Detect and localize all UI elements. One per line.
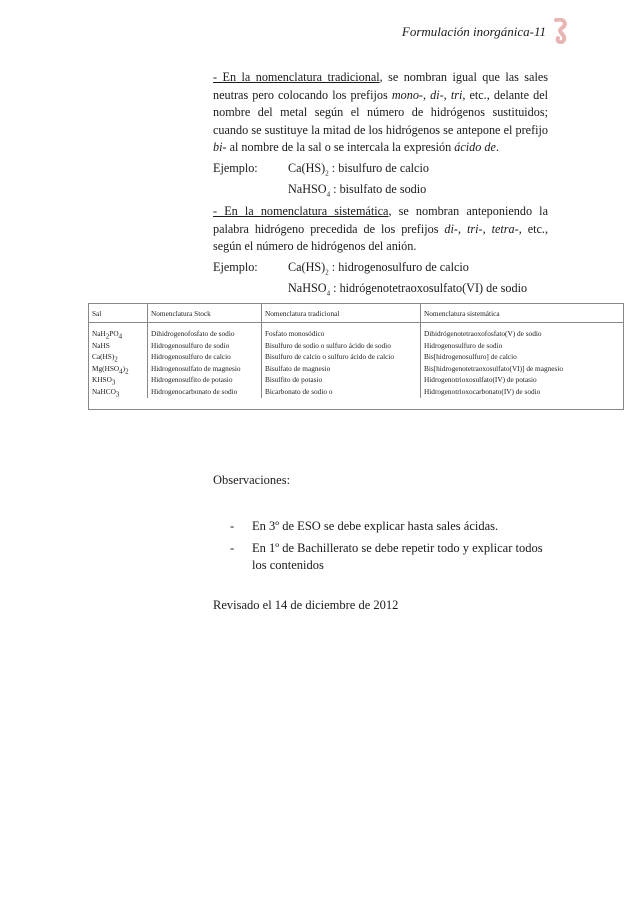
cell-sistematica: Bis[hidrogenotetraoxosulfato(VI)] de magnesio <box>424 363 564 373</box>
list-bullet: - <box>230 519 235 533</box>
cell-sal: NaHCO$_3$ <box>89 387 148 399</box>
example-formula: $Ca(HS)_2$ : bisulfuro de calcio <box>288 160 429 178</box>
traditional-heading: - En la nomenclatura tradicional <box>213 70 380 84</box>
example-formula: NaHSO$_4$ : hidrógenotetraoxosulfato(VI) de sodio <box>288 280 528 298</box>
text-run: , <box>457 221 467 236</box>
table-row <box>89 341 623 353</box>
cell-tradicional: Bisulfato de magnesio <box>262 364 421 376</box>
list-item <box>230 540 560 575</box>
prefix-di: di- <box>430 87 444 102</box>
table-header-row <box>89 304 623 323</box>
decorative-swirl-icon <box>552 18 570 44</box>
table-row <box>89 387 623 399</box>
example-row <box>213 259 548 277</box>
text-run: . <box>495 140 499 155</box>
table-row <box>89 375 623 387</box>
example-label: Ejemplo: <box>213 259 258 274</box>
example-label: Ejemplo: <box>213 160 258 175</box>
cell-tradicional: Bicarbonato de sodio o <box>262 387 421 399</box>
example-row <box>213 160 548 178</box>
cell-tradicional: Bisulfuro de sodio o sulfuro ácido de sodio <box>262 341 421 353</box>
page-header-title: Formulación inorgánica-11 <box>401 24 546 39</box>
prefix-bi: bi- <box>213 140 227 155</box>
column-header-sistematica: Nomenclatura sistemática <box>421 304 624 323</box>
revision-date: Revisado el 14 de diciembre de 2012 <box>213 598 399 612</box>
example-formula: NaHSO$_4$ : bisulfato de sodio <box>288 181 427 199</box>
cell-sistematica: Bis[hidrogenosulfuro] de calcio <box>424 352 517 361</box>
text-run: al nombre de la sal o se intercala la expresión <box>226 140 455 155</box>
cell-sal: $NaH_2PO_4$ <box>89 323 148 341</box>
cell-sistematica: Hidrogenotrioxocarbonato(IV) de sodio <box>424 386 541 396</box>
observations-title: Observaciones: <box>213 473 291 487</box>
column-header-tradicional: Nomenclatura tradicional <box>262 304 421 323</box>
text-run: , <box>422 87 431 102</box>
text-run: , <box>482 221 492 236</box>
systematic-paragraph <box>213 203 548 256</box>
cell-sistematica: Dihidrógenotetraoxofosfato(V) de sodio <box>424 329 542 338</box>
prefix-di: di- <box>444 221 458 236</box>
traditional-section <box>213 69 548 298</box>
column-header-stock: Nomenclatura Stock <box>148 304 262 323</box>
list-item-text: En 3º de ESO se debe explicar hasta sales ácidas. <box>252 519 499 533</box>
cell-stock: Hidrogenosulfito de potasio <box>148 375 262 387</box>
example-row <box>213 181 548 199</box>
prefix-tri: tri <box>450 87 463 102</box>
text-run: , se nombran anteponiendo la palabra hidrógeno precedida de los prefijos <box>213 203 548 236</box>
cell-stock: Hidrogenocarbonato de sodio <box>148 387 262 399</box>
table-row <box>89 323 623 341</box>
list-item-text: En 1º de Bachillerato se debe repetir todo y explicar todos los contenidos <box>252 540 543 572</box>
prefix-tri: tri- <box>467 221 483 236</box>
list-item <box>230 518 560 536</box>
text-run: , <box>443 87 451 102</box>
table-row <box>89 364 623 376</box>
cell-sistematica: Hidrogenosulfuro de sodio <box>424 340 503 350</box>
cell-sistematica: Hidrogenotrioxosulfato(IV) de potasio <box>424 375 537 384</box>
cell-sal: $Mg(HSO_4)_2$ <box>89 364 148 376</box>
cell-sal: $Ca(HS)_2$ <box>89 352 148 364</box>
cell-tradicional: Fosfato monosódico <box>262 323 421 341</box>
cell-stock: Hidrogenosulfuro de sodio <box>148 341 262 353</box>
example-formula: $Ca(HS)_2$ : hidrogenosulfuro de calcio <box>288 259 469 277</box>
cell-stock: Dihidrogenofosfato de sodio <box>148 323 262 341</box>
cell-tradicional: Bisulfuro de calcio o sulfuro ácido de calcio <box>262 352 421 364</box>
expression-acido-de: ácido de <box>454 140 496 155</box>
example-row <box>213 280 548 298</box>
column-header-sal: Sal <box>89 304 148 323</box>
prefix-mono: mono- <box>391 87 423 102</box>
cell-tradicional: Bisulfito de potasio <box>262 375 421 387</box>
cell-sal: NaHS <box>89 341 148 353</box>
cell-stock: Hidrogenosulfuro de calcio <box>148 352 262 364</box>
text-run: , se nombran igual que las sales neutras pero colocando los prefijos <box>213 70 548 102</box>
text-run: , etc., delante del nombre del metal según el número de hidrógenos sustituidos; cuando se sustituye la mitad de los hidrógenos se antepone el prefijo <box>213 87 549 137</box>
observations-list <box>230 518 560 579</box>
list-bullet: - <box>230 540 235 555</box>
nomenclature-table <box>88 303 624 410</box>
cell-stock: Hidrogenosulfato de magnesio <box>148 364 262 376</box>
text-run: , etc., según el número de hidrógenos del anión. <box>213 221 549 254</box>
traditional-paragraph <box>213 69 548 157</box>
cell-sal: $KHSO_3$ <box>89 375 148 387</box>
systematic-heading: - En la nomenclatura sistemática <box>213 203 389 218</box>
prefix-tetra: tetra- <box>491 221 519 236</box>
table-row <box>89 352 623 364</box>
